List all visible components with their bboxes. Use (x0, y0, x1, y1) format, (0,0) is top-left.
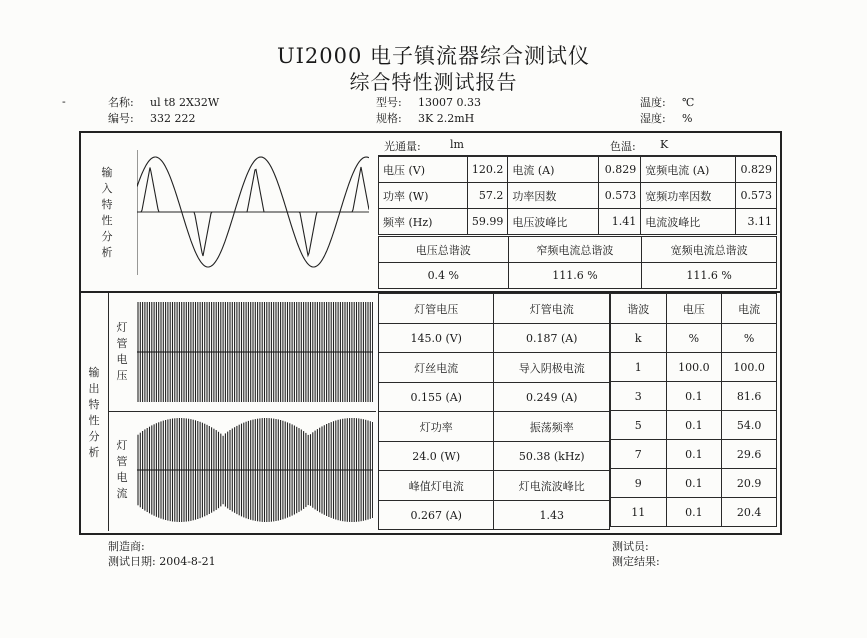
harmonics-cell: 29.6 (722, 440, 777, 469)
param-label: 功率 (W) (379, 183, 468, 209)
output-param-value: 0.267 (A) (379, 501, 494, 530)
lamp-voltage-wave-label: 灯 管 电 压 (116, 321, 128, 382)
output-param-label: 导入阴极电流 (494, 353, 610, 383)
output-param-value-row (379, 383, 610, 412)
lamp-current-waveform (137, 415, 373, 526)
output-param-label: 峰值灯电流 (379, 471, 494, 501)
param-value: 0.829 (736, 157, 777, 183)
lamp-voltage-waveform (137, 297, 373, 408)
harmonics-cell: % (666, 324, 722, 353)
param-value: 57.2 (467, 183, 508, 209)
harmonics-cell: 54.0 (722, 411, 777, 440)
output-param-label: 灯功率 (379, 412, 494, 442)
harmonics-cell: 0.1 (666, 382, 722, 411)
spec-row (376, 110, 474, 126)
input-params-row (379, 183, 777, 209)
output-params-table (378, 293, 610, 530)
date-label: 测试日期: (108, 555, 156, 568)
harmonics-header: 电压 (666, 294, 722, 324)
code-label: 编号: (108, 112, 134, 125)
param-value: 3.11 (736, 209, 777, 235)
output-param-label: 振荡频率 (494, 412, 610, 442)
name-value: ul t8 2X32W (150, 96, 220, 109)
colortemp-unit: K (660, 138, 669, 151)
output-param-label: 灯电流波峰比 (494, 471, 610, 501)
thd-narrow-current-value: 111.6 % (508, 263, 642, 289)
model-row (376, 94, 481, 110)
param-label: 宽频功率因数 (641, 183, 736, 209)
output-param-value: 145.0 (V) (379, 324, 494, 353)
param-label: 电流波峰比 (641, 209, 736, 235)
code-value: 332 222 (150, 112, 196, 125)
tester-label: 测试员: (612, 540, 649, 553)
param-value: 59.99 (467, 209, 508, 235)
harmonics-cell: 7 (611, 440, 667, 469)
maker-label: 制造商: (108, 540, 145, 553)
harmonics-row (611, 440, 777, 469)
harmonics-row (611, 469, 777, 498)
param-value: 0.573 (599, 183, 641, 209)
harmonics-cell: 100.0 (722, 353, 777, 382)
param-value: 0.829 (599, 157, 641, 183)
lamp-current-wave-label: 灯 管 电 流 (116, 439, 128, 500)
result-label: 测定结果: (612, 555, 660, 568)
colortemp-label: 色温: (610, 140, 636, 153)
humid-row (640, 110, 692, 126)
model-value: 13007 0.33 (418, 96, 481, 109)
harmonics-header: 谐波 (611, 294, 667, 324)
harmonics-cell: 1 (611, 353, 667, 382)
output-param-value: 0.187 (A) (494, 324, 610, 353)
harmonics-cell: 100.0 (666, 353, 722, 382)
harmonics-cell: k (611, 324, 667, 353)
harmonics-cell: 0.1 (666, 440, 722, 469)
input-section-label: 输 入 特 性 分 析 (101, 166, 113, 259)
name-label: 名称: (108, 96, 134, 109)
model-label: 型号: (376, 96, 402, 109)
spec-label: 规格: (376, 112, 402, 125)
output-param-label: 灯管电压 (379, 294, 494, 324)
param-label: 功率因数 (508, 183, 599, 209)
output-param-value-row (379, 324, 610, 353)
name-row (108, 94, 219, 110)
harmonics-table (610, 293, 777, 527)
thd-wide-current-value: 111.6 % (642, 263, 777, 289)
output-param-value: 0.249 (A) (494, 383, 610, 412)
output-param-value: 0.155 (A) (379, 383, 494, 412)
harmonics-cell: 0.1 (666, 469, 722, 498)
output-param-value: 1.43 (494, 501, 610, 530)
harmonics-row (611, 353, 777, 382)
input-waveform (137, 150, 369, 275)
output-param-header-row (379, 412, 610, 442)
thd-header-row (379, 237, 777, 263)
report-title: UI2000 电子镇流器综合测试仪 (276, 44, 591, 68)
harmonics-cell: 0.1 (666, 411, 722, 440)
thd-voltage-value: 0.4 % (379, 263, 509, 289)
output-param-value: 50.38 (kHz) (494, 442, 610, 471)
harmonics-header: 电流 (722, 294, 777, 324)
output-param-label: 灯管电流 (494, 294, 610, 324)
output-wave-divider (108, 411, 376, 412)
thd-table (378, 236, 777, 289)
harmonics-row (611, 382, 777, 411)
humid-label: 湿度: (640, 112, 666, 125)
harmonics-cell: 0.1 (666, 498, 722, 527)
flux-row (378, 133, 776, 156)
harmonics-cell: % (722, 324, 777, 353)
output-section-label: 输 出 特 性 分 析 (88, 366, 100, 459)
report-subtitle: 综合特性测试报告 (349, 70, 518, 94)
output-param-header-row (379, 353, 610, 383)
harmonics-cell: 9 (611, 469, 667, 498)
output-param-value: 24.0 (W) (379, 442, 494, 471)
output-param-value-row (379, 442, 610, 471)
param-value: 0.573 (736, 183, 777, 209)
thd-value-row (379, 263, 777, 289)
flux-unit: lm (450, 138, 464, 151)
harmonics-cell: 20.9 (722, 469, 777, 498)
spec-value: 3K 2.2mH (418, 112, 475, 125)
margin-mark: - (62, 95, 66, 108)
input-params-table (378, 156, 777, 235)
harmonics-cell: 3 (611, 382, 667, 411)
output-param-header-row (379, 294, 610, 324)
param-label: 宽频电流 (A) (641, 157, 736, 183)
output-param-header-row (379, 471, 610, 501)
thd-voltage-header: 电压总谐波 (379, 237, 509, 263)
param-label: 电压 (V) (379, 157, 468, 183)
harmonics-row (611, 324, 777, 353)
harmonics-row (611, 411, 777, 440)
humid-unit: % (682, 112, 693, 125)
harmonics-header-row (611, 294, 777, 324)
param-value: 120.2 (467, 157, 508, 183)
date-row (108, 553, 216, 569)
param-value: 1.41 (599, 209, 641, 235)
harmonics-cell: 81.6 (722, 382, 777, 411)
harmonics-cell: 5 (611, 411, 667, 440)
harmonics-cell: 11 (611, 498, 667, 527)
param-label: 电流 (A) (508, 157, 599, 183)
code-row (108, 110, 196, 126)
date-value: 2004-8-21 (159, 555, 216, 568)
output-param-label: 灯丝电流 (379, 353, 494, 383)
input-params-row (379, 157, 777, 183)
param-label: 频率 (Hz) (379, 209, 468, 235)
input-params-row (379, 209, 777, 235)
output-divider (108, 293, 109, 531)
flux-label: 光通量: (384, 140, 421, 153)
temp-row (640, 94, 694, 110)
temp-label: 温度: (640, 96, 666, 109)
param-label: 电压波峰比 (508, 209, 599, 235)
output-param-value-row (379, 501, 610, 530)
harmonics-row (611, 498, 777, 527)
temp-unit: ℃ (682, 96, 695, 109)
thd-wide-current-header: 宽频电流总谐波 (642, 237, 777, 263)
harmonics-cell: 20.4 (722, 498, 777, 527)
thd-narrow-current-header: 窄频电流总谐波 (508, 237, 642, 263)
